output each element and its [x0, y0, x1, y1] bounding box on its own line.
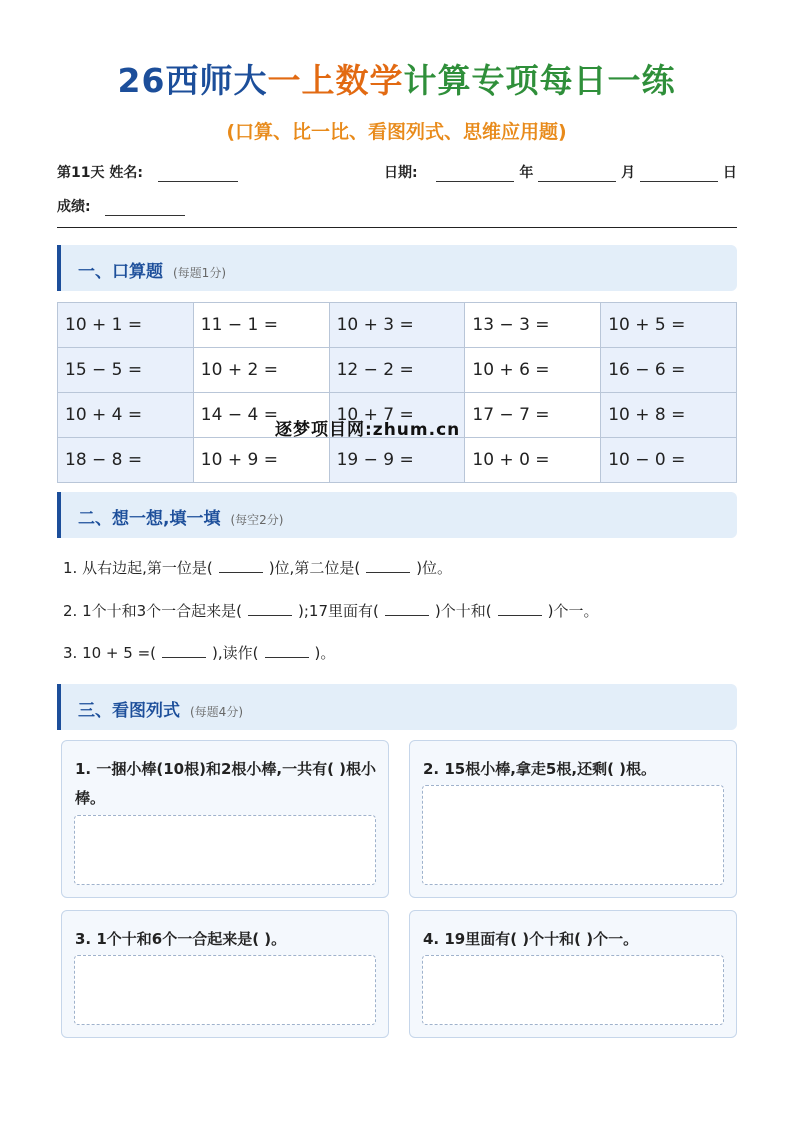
picture-question-card-3	[61, 910, 389, 1038]
title-part-1: 26西师大	[117, 61, 268, 100]
month-label: 月	[621, 165, 636, 181]
section1-note: (每题1分)	[173, 266, 226, 280]
oral-calc-table	[57, 302, 737, 483]
calc-cell[interactable]: 10 + 5 =	[601, 303, 737, 348]
picture-question-card-1	[61, 740, 389, 898]
score-row	[57, 196, 185, 216]
year-blank[interactable]	[436, 167, 514, 182]
card-question-text: 1. 一捆小棒(10根)和2根小棒,一共有( )根小棒。	[75, 760, 377, 807]
answer-box[interactable]	[422, 785, 724, 885]
section2-note: (每空2分)	[230, 513, 284, 527]
section1-header	[57, 245, 737, 291]
fill-question-2: 2. 1个十和3个一合起来是( );17里面有( )个十和( )个一。	[63, 602, 599, 620]
calc-cell[interactable]: 10 + 4 =	[58, 393, 194, 438]
calc-cell[interactable]: 17 − 7 =	[465, 393, 601, 438]
calc-cell[interactable]: 13 − 3 =	[465, 303, 601, 348]
section2-header	[57, 492, 737, 538]
date-label: 日期:	[384, 165, 418, 181]
card-question-text: 2. 15根小棒,拿走5根,还剩( )根。	[423, 760, 656, 778]
fill-question-3: 3. 10 + 5 =( ),读作( )。	[63, 644, 336, 662]
calc-cell[interactable]: 14 − 4 =	[193, 393, 329, 438]
calc-cell[interactable]: 12 − 2 =	[329, 348, 465, 393]
section3-title: 三、看图列式	[78, 701, 180, 721]
answer-blank[interactable]	[385, 603, 429, 616]
section3-header	[57, 684, 737, 730]
calc-cell[interactable]: 10 − 0 =	[601, 438, 737, 483]
calc-cell[interactable]: 15 − 5 =	[58, 348, 194, 393]
section1-title: 一、口算题	[78, 262, 163, 282]
table-row	[58, 348, 737, 393]
score-label: 成绩:	[57, 199, 91, 215]
card-question-text: 3. 1个十和6个一合起来是( )。	[75, 930, 287, 948]
fill-question-1: 1. 从右边起,第一位是( )位,第二位是( )位。	[63, 559, 453, 577]
answer-box[interactable]	[422, 955, 724, 1025]
calc-cell[interactable]: 19 − 9 =	[329, 438, 465, 483]
picture-question-card-2	[409, 740, 737, 898]
answer-blank[interactable]	[162, 645, 206, 658]
year-label: 年	[519, 165, 534, 181]
picture-question-card-4	[409, 910, 737, 1038]
calc-cell[interactable]: 10 + 0 =	[465, 438, 601, 483]
day-blank[interactable]	[640, 167, 718, 182]
calc-cell[interactable]: 11 − 1 =	[193, 303, 329, 348]
worksheet-subtitle: (口算、比一比、看图列式、思维应用题)	[226, 121, 567, 143]
answer-blank[interactable]	[498, 603, 542, 616]
answer-blank[interactable]	[219, 560, 263, 573]
calc-cell[interactable]: 16 − 6 =	[601, 348, 737, 393]
calc-cell[interactable]: 18 − 8 =	[58, 438, 194, 483]
calc-cell[interactable]: 10 + 9 =	[193, 438, 329, 483]
section3-note: (每题4分)	[190, 705, 243, 719]
title-part-2: 一上数学	[267, 61, 404, 100]
date-row	[384, 162, 737, 182]
answer-box[interactable]	[74, 955, 376, 1025]
calc-cell[interactable]: 10 + 2 =	[193, 348, 329, 393]
card-question-text: 4. 19里面有( )个十和( )个一。	[423, 930, 639, 948]
title-part-3: 计算专项每日一练	[403, 61, 676, 100]
answer-blank[interactable]	[265, 645, 309, 658]
answer-box[interactable]	[74, 815, 376, 885]
table-row	[58, 438, 737, 483]
calc-cell[interactable]: 10 + 8 =	[601, 393, 737, 438]
watermark-text: 逐梦项目网:zhum.cn	[275, 420, 461, 440]
day-name-label: 第11天 姓名:	[57, 165, 143, 181]
calc-cell[interactable]: 10 + 6 =	[465, 348, 601, 393]
day-label: 日	[722, 165, 737, 181]
score-blank[interactable]	[105, 201, 185, 216]
calc-cell[interactable]: 10 + 7 =	[329, 393, 465, 438]
answer-blank[interactable]	[248, 603, 292, 616]
calc-cell[interactable]: 10 + 3 =	[329, 303, 465, 348]
month-blank[interactable]	[538, 167, 616, 182]
section2-title: 二、想一想,填一填	[78, 509, 221, 529]
name-blank[interactable]	[158, 167, 238, 182]
calc-cell[interactable]: 10 + 1 =	[58, 303, 194, 348]
worksheet-title	[0, 55, 793, 102]
header-divider	[57, 227, 737, 228]
table-row	[58, 303, 737, 348]
answer-blank[interactable]	[366, 560, 410, 573]
name-row	[57, 162, 238, 182]
